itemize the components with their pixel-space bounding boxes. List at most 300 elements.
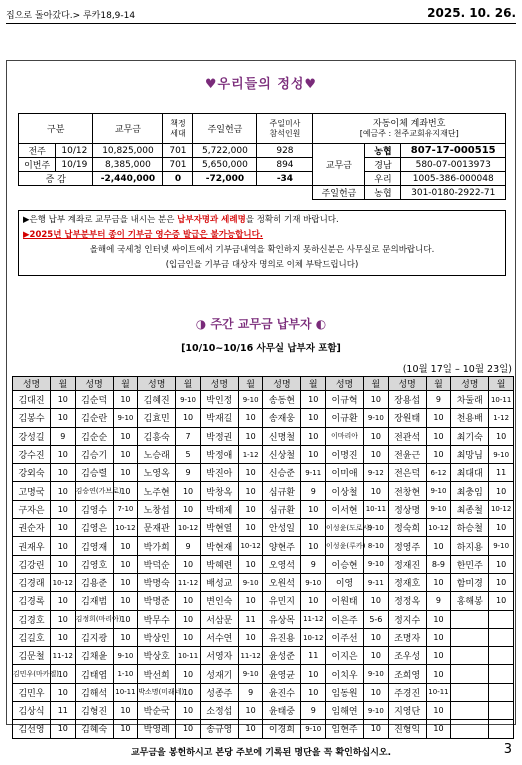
donor-name: 조희영: [388, 665, 426, 683]
donor-name: 김순순: [75, 427, 113, 445]
donor-month: 10: [113, 482, 138, 500]
donor-month: 9-10: [489, 445, 514, 463]
donor-month: 9-10: [238, 665, 263, 683]
table-row: [13, 683, 514, 701]
donor-name: 권순자: [13, 519, 51, 537]
notice-highlight: 납부자명과 세례명: [177, 215, 246, 225]
row-people: 894: [257, 158, 313, 172]
donor-month: 10: [176, 555, 201, 573]
donor-name: 이지은: [326, 647, 364, 665]
donor-name: 김용준: [75, 573, 113, 591]
donor-month: 9: [238, 683, 263, 701]
donor-month: 10: [301, 445, 326, 463]
donor-name: 김순란: [75, 409, 113, 427]
donor-name: 박정권: [200, 427, 238, 445]
donor-month: 10: [364, 391, 389, 409]
table-row: [13, 720, 514, 738]
donor-month: 10-12: [176, 519, 201, 537]
donor-name: 김형진: [75, 702, 113, 720]
transfer-holder: [예금주 : 천주교회유지재단]: [359, 128, 459, 138]
donor-name: 노승래: [138, 445, 176, 463]
donor-name: 김승연(가브로): [75, 482, 113, 500]
donor-month: 10-11: [489, 391, 514, 409]
donor-month: [489, 665, 514, 683]
donor-name: 양현주: [263, 537, 301, 555]
donor-name: 송동현: [263, 391, 301, 409]
donor-name: 정정옥: [388, 592, 426, 610]
donor-name: 문재관: [138, 519, 176, 537]
donor-name: 박명준: [138, 592, 176, 610]
donor-name: 윤성준: [263, 647, 301, 665]
row-sunday: 5,722,000: [193, 144, 257, 158]
donor-name: 김상식: [13, 702, 51, 720]
blank-cell: [19, 186, 313, 200]
account-number: 807-17-000515: [401, 144, 506, 158]
donor-month: 10: [51, 555, 76, 573]
notice-text: ▶은행 납부 계좌로 교무금을 내시는 분은: [23, 215, 178, 225]
donor-name: 박명숙: [138, 573, 176, 591]
donor-name: 김태엽: [75, 665, 113, 683]
donor-month: 10: [176, 500, 201, 518]
donor-month: 10: [113, 573, 138, 591]
donor-month: 9-10: [426, 482, 451, 500]
donor-month: 10: [176, 665, 201, 683]
donor-month: 10: [113, 427, 138, 445]
column-header-month: 월: [426, 377, 451, 391]
donor-month: 10: [301, 500, 326, 518]
donor-month: 9-10: [364, 555, 389, 573]
header-total: 교무금: [93, 114, 163, 144]
donor-name: [451, 647, 489, 665]
donor-name: 김승기: [75, 445, 113, 463]
donor-month: 10: [426, 409, 451, 427]
column-header-name: 성명: [13, 377, 51, 391]
donor-month: 10-12: [301, 628, 326, 646]
donor-month: 11-12: [301, 610, 326, 628]
donor-name: 노주현: [138, 482, 176, 500]
donor-name: [451, 683, 489, 701]
donor-name: 이상철: [326, 482, 364, 500]
donor-name: 지영단: [388, 702, 426, 720]
header-category: 구분: [19, 114, 93, 144]
donor-name: 유상목: [263, 610, 301, 628]
donor-name: 심규환: [263, 482, 301, 500]
donor-name: 박인정: [200, 391, 238, 409]
donor-month: 9: [176, 464, 201, 482]
donor-month: [489, 610, 514, 628]
donor-name: 성종주: [200, 683, 238, 701]
donor-month: 10: [364, 628, 389, 646]
donor-month: 10: [176, 482, 201, 500]
donor-name: 고명국: [13, 482, 51, 500]
donor-name: 정재호: [388, 573, 426, 591]
donor-month: 11: [301, 647, 326, 665]
donor-month: 10: [238, 409, 263, 427]
donor-month: 10: [426, 427, 451, 445]
row-label: 증 감: [19, 172, 93, 186]
row-total: 8,385,000: [93, 158, 163, 172]
donor-month: 10: [113, 610, 138, 628]
donor-month: 1-12: [489, 409, 514, 427]
donor-name: 노영옥: [138, 464, 176, 482]
donor-name: 박진아: [200, 464, 238, 482]
row-label: 전주: [19, 144, 56, 158]
donor-name: 박덕순: [138, 555, 176, 573]
donor-name: 한민주: [451, 555, 489, 573]
donor-month: 10: [426, 628, 451, 646]
donor-month: 10: [238, 702, 263, 720]
donor-month: 10: [301, 665, 326, 683]
donor-month: 10: [51, 720, 76, 738]
table-row: [13, 391, 514, 409]
donor-name: 김정희(마리아): [75, 610, 113, 628]
donor-month: 9-10: [176, 391, 201, 409]
donor-name: 김영은: [75, 519, 113, 537]
donor-month: 9-10: [113, 647, 138, 665]
donor-month: 10: [176, 610, 201, 628]
donor-month: 9-10: [238, 391, 263, 409]
donor-name: 오원석: [263, 573, 301, 591]
donor-month: 10-12: [238, 537, 263, 555]
donor-name: 정재진: [388, 555, 426, 573]
donor-name: 전관석: [388, 427, 426, 445]
donor-name: 이승현: [326, 555, 364, 573]
table-row: [13, 647, 514, 665]
column-header-month: 월: [489, 377, 514, 391]
bank-name: 농협: [365, 144, 401, 158]
donor-month: [489, 720, 514, 738]
donor-name: 김경록: [13, 592, 51, 610]
donor-name: 김혜진: [138, 391, 176, 409]
donor-month: 10: [176, 683, 201, 701]
donor-name: 이미애: [326, 464, 364, 482]
donor-month: 10: [113, 537, 138, 555]
column-header-month: 월: [51, 377, 76, 391]
table-row: [13, 464, 514, 482]
donor-month: 11: [238, 610, 263, 628]
account-number: 1005-386-000048: [401, 172, 506, 186]
donor-name: 하지용: [451, 537, 489, 555]
donor-name: 박태제: [200, 500, 238, 518]
donor-name: [451, 702, 489, 720]
donor-name: 이명진: [326, 445, 364, 463]
donors-header-row: [13, 377, 514, 391]
donor-name: 전창현: [388, 482, 426, 500]
donor-name: 이은주: [326, 610, 364, 628]
donor-name: 윤태중: [263, 702, 301, 720]
donor-name: 박현열: [200, 519, 238, 537]
donor-name: 박현재: [200, 537, 238, 555]
donor-name: 신승준: [263, 464, 301, 482]
donor-name: 박혜련: [200, 555, 238, 573]
donor-month: 10: [238, 500, 263, 518]
donor-name: 김지광: [75, 628, 113, 646]
donor-name: 이규혁: [326, 391, 364, 409]
row-label: 이번주: [19, 158, 56, 172]
table-row: [13, 519, 514, 537]
column-header-name: 성명: [200, 377, 238, 391]
donor-month: 10: [176, 628, 201, 646]
donor-month: 10: [238, 555, 263, 573]
donor-name: 김문철: [13, 647, 51, 665]
donor-month: 10: [426, 702, 451, 720]
donor-month: 10: [51, 464, 76, 482]
donor-name: 홍해봉: [451, 592, 489, 610]
donor-month: 7-10: [113, 500, 138, 518]
donor-name: 차둘래: [451, 391, 489, 409]
table-row: [13, 610, 514, 628]
donor-name: 김승렬: [75, 464, 113, 482]
donor-month: 10: [301, 409, 326, 427]
donor-name: 윤진수: [263, 683, 301, 701]
donors-title: ◑ 주간 교무금 납부자 ◐: [195, 317, 327, 331]
donor-month: 10-12: [113, 519, 138, 537]
donor-month: 9: [176, 537, 201, 555]
donor-name: 조우성: [388, 647, 426, 665]
donor-month: 10: [51, 391, 76, 409]
donor-name: 이주선: [326, 628, 364, 646]
offering-table: [18, 113, 506, 200]
donor-month: [489, 702, 514, 720]
donor-month: 10: [51, 592, 76, 610]
donor-name: [451, 720, 489, 738]
donor-name: 소정섭: [200, 702, 238, 720]
donor-name: 박상인: [138, 628, 176, 646]
table-row: [13, 427, 514, 445]
notice-line-4: (입금인을 기부금 대상자 명의로 이체 부탁드립니다): [165, 260, 359, 270]
donor-name: 최종철: [451, 500, 489, 518]
transfer-title: 자동이체 계좌번호: [373, 118, 446, 129]
donor-name: 구자은: [13, 500, 51, 518]
donor-name: 서영자: [200, 647, 238, 665]
donor-name: 주경진: [388, 683, 426, 701]
donor-month: 10: [176, 702, 201, 720]
donor-name: 박소명(미래네): [138, 683, 176, 701]
donor-month: 9-11: [364, 573, 389, 591]
donor-month: 9-10: [301, 573, 326, 591]
donor-month: 10: [113, 592, 138, 610]
donor-name: 오영석: [263, 555, 301, 573]
donor-name: 김민우(마카엘): [13, 665, 51, 683]
donor-month: 9-10: [426, 500, 451, 518]
donor-name: 이규환: [326, 409, 364, 427]
donor-month: 10: [238, 720, 263, 738]
header-households: 책정 세대: [163, 114, 193, 144]
row-people: -34: [257, 172, 313, 186]
donor-month: 10: [364, 683, 389, 701]
table-row: [13, 628, 514, 646]
donor-month: 9: [301, 482, 326, 500]
donor-name: 김혜숙: [75, 720, 113, 738]
column-header-name: 성명: [138, 377, 176, 391]
donor-name: 박창옥: [200, 482, 238, 500]
donor-name: 이서현: [326, 500, 364, 518]
donor-month: 9-10: [301, 720, 326, 738]
donor-month: 10: [113, 464, 138, 482]
row-date: 10/12: [56, 144, 93, 158]
donor-month: 10: [301, 427, 326, 445]
donor-month: 6-12: [426, 464, 451, 482]
notice-line-1: [23, 213, 501, 228]
donor-month: 10: [489, 592, 514, 610]
table-row: [13, 592, 514, 610]
table-row: [13, 555, 514, 573]
table-row: [13, 445, 514, 463]
bank-name: 우리: [365, 172, 401, 186]
donor-name: 최기숙: [451, 427, 489, 445]
donor-name: 송재웅: [263, 409, 301, 427]
donors-date-range: (10월 17일 – 10월 23일): [402, 364, 512, 375]
row-people: 928: [257, 144, 313, 158]
donor-name: 김강린: [13, 555, 51, 573]
donor-name: 김봉수: [13, 409, 51, 427]
donor-month: 10: [176, 409, 201, 427]
donor-name: 박영례: [138, 720, 176, 738]
donor-month: 10: [364, 592, 389, 610]
donor-month: 10-12: [51, 573, 76, 591]
donor-name: 정영주: [388, 537, 426, 555]
donor-month: 10-11: [113, 683, 138, 701]
donor-name: 강성길: [13, 427, 51, 445]
donor-name: 노창섭: [138, 500, 176, 518]
donor-month: 10: [364, 647, 389, 665]
donor-month: 9: [301, 555, 326, 573]
donor-month: 10: [364, 445, 389, 463]
donor-name: 서수연: [200, 628, 238, 646]
donor-name: 김민우: [13, 683, 51, 701]
donor-name: 이경희: [263, 720, 301, 738]
donor-month: 10: [238, 628, 263, 646]
donor-month: 8-10: [364, 537, 389, 555]
donor-month: 10: [301, 391, 326, 409]
notice-box: [18, 210, 506, 276]
donor-month: 10: [238, 464, 263, 482]
donor-month: 10: [364, 720, 389, 738]
offering-title: ♥우리들의 정성♥: [204, 77, 318, 92]
donor-name: 김해석: [75, 683, 113, 701]
donor-name: 김재범: [75, 592, 113, 610]
donor-name: [451, 628, 489, 646]
donor-month: 10: [51, 628, 76, 646]
donor-name: 장용섭: [388, 391, 426, 409]
donor-name: 김대진: [13, 391, 51, 409]
bank-name: 경남: [365, 158, 401, 172]
table-row: [13, 482, 514, 500]
donor-month: 10: [176, 720, 201, 738]
donor-month: 10: [238, 592, 263, 610]
donor-month: 10: [426, 610, 451, 628]
table-row: [13, 665, 514, 683]
donor-month: 10: [113, 628, 138, 646]
donor-month: 11: [489, 464, 514, 482]
donor-month: 10: [113, 555, 138, 573]
donor-month: 8-9: [426, 555, 451, 573]
donor-name: 이치우: [326, 665, 364, 683]
gospel-reference: 집으로 돌아갔다.> 루카18,9-14: [6, 11, 136, 21]
bank-name: 농협: [365, 186, 401, 200]
donor-month: 10: [238, 482, 263, 500]
row-date: 10/19: [56, 158, 93, 172]
donor-name: 김영수: [75, 500, 113, 518]
donor-month: 10: [113, 445, 138, 463]
kyomu-label: 교무금: [313, 144, 365, 186]
donor-name: 박재길: [200, 409, 238, 427]
header-mass-people: 주일미사 참석인원: [257, 114, 313, 144]
donor-month: 10: [113, 702, 138, 720]
donor-name: 신명철: [263, 427, 301, 445]
page-number: 3: [503, 742, 512, 757]
donor-month: 9-10: [364, 665, 389, 683]
top-bar: [6, 6, 516, 24]
row-households: 701: [163, 144, 193, 158]
donor-month: 7: [176, 427, 201, 445]
donor-month: 10-12: [489, 500, 514, 518]
notice-line-2: ▶2025년 납부분부터 종이 기부금 영수증 발급은 불가능합니다.: [23, 230, 264, 240]
donor-name: 박가희: [138, 537, 176, 555]
table-row: [13, 409, 514, 427]
donor-name: 김경호: [13, 610, 51, 628]
donor-month: 10: [426, 665, 451, 683]
row-sunday: -72,000: [193, 172, 257, 186]
notice-text: 을 정확히 기재 바랍니다.: [245, 215, 339, 225]
donor-month: 9: [426, 391, 451, 409]
donor-month: 9: [301, 702, 326, 720]
donor-month: 10: [301, 683, 326, 701]
donor-name: 유진용: [263, 628, 301, 646]
donor-month: 10: [51, 537, 76, 555]
donor-name: 정상명: [388, 500, 426, 518]
donor-month: 1-10: [113, 665, 138, 683]
row-total: 10,825,000: [93, 144, 163, 158]
donor-month: 10-11: [364, 500, 389, 518]
donor-month: 10: [489, 482, 514, 500]
donor-name: 이영: [326, 573, 364, 591]
donor-month: 11: [51, 702, 76, 720]
donor-name: 임해연: [326, 702, 364, 720]
donor-month: 10: [176, 592, 201, 610]
donor-name: 전은덕: [388, 464, 426, 482]
donor-name: [451, 665, 489, 683]
donor-month: [489, 683, 514, 701]
donor-name: 유민지: [263, 592, 301, 610]
donor-name: 강외숙: [13, 464, 51, 482]
account-number: 580-07-0013973: [401, 158, 506, 172]
sunday-offering-label: 주일헌금: [313, 186, 365, 200]
header-sunday: 주일헌금: [193, 114, 257, 144]
donor-name: 김선영: [13, 720, 51, 738]
column-header-name: 성명: [263, 377, 301, 391]
donor-month: 10: [426, 573, 451, 591]
donor-month: 10: [489, 427, 514, 445]
donor-month: 10: [51, 409, 76, 427]
donor-month: 10: [113, 391, 138, 409]
donor-name: 배성교: [200, 573, 238, 591]
donor-name: [451, 610, 489, 628]
column-header-month: 월: [176, 377, 201, 391]
donor-name: 신상철: [263, 445, 301, 463]
donor-name: 정지수: [388, 610, 426, 628]
column-header-name: 성명: [451, 377, 489, 391]
row-sunday: 5,650,000: [193, 158, 257, 172]
donor-name: 박정애: [200, 445, 238, 463]
donor-name: 박상호: [138, 647, 176, 665]
donor-month: 10: [238, 427, 263, 445]
row-households: 0: [163, 172, 193, 186]
column-header-month: 월: [364, 377, 389, 391]
donor-month: 10: [51, 683, 76, 701]
donor-month: 11-12: [51, 647, 76, 665]
donor-month: 9-12: [364, 464, 389, 482]
